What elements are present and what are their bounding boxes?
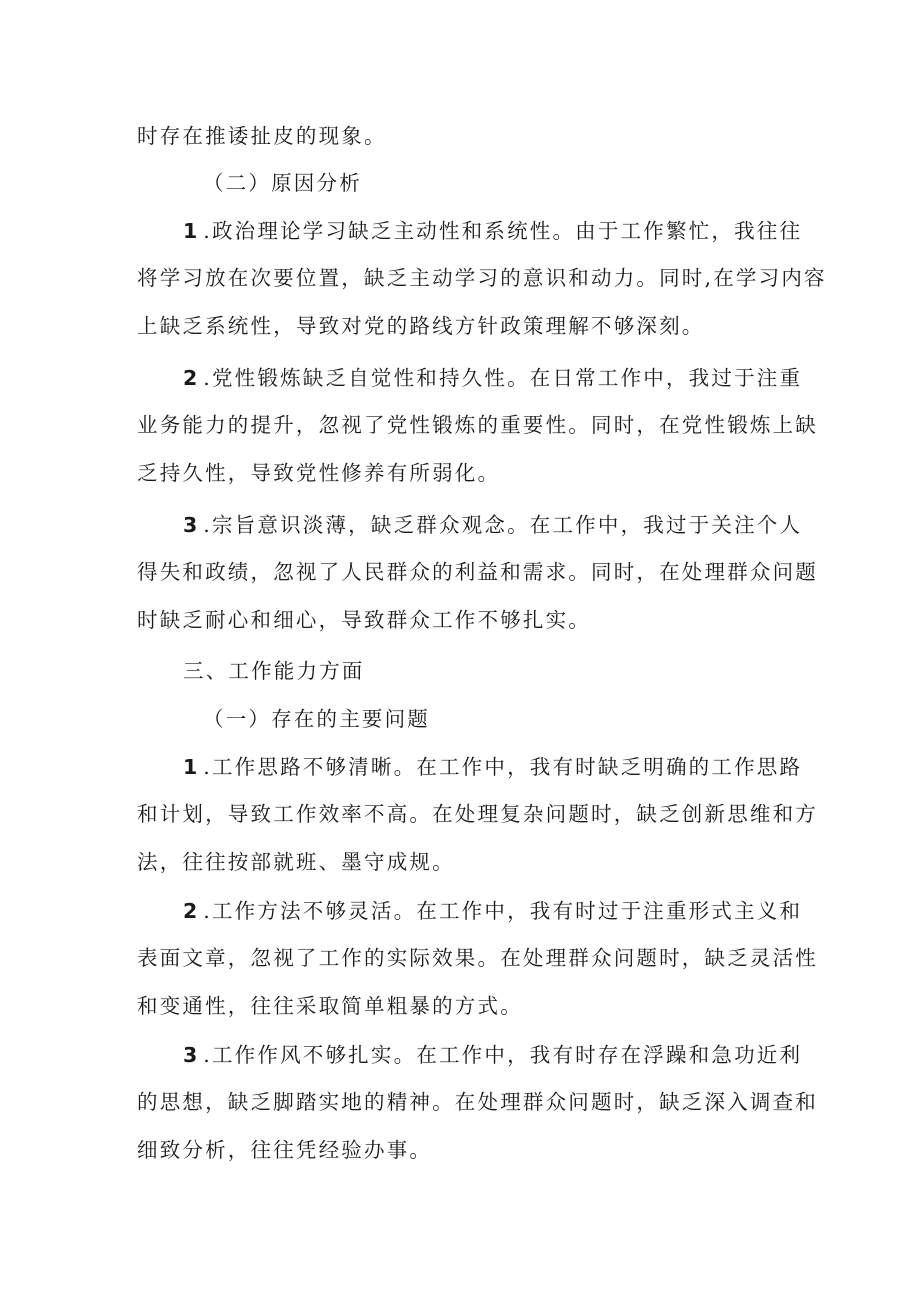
- item-number: 2: [183, 366, 198, 390]
- paragraph-line: 时存在推诿扯皮的现象。: [137, 124, 387, 148]
- cause-item-1-line-2: 将学习放在次要位置，缺乏主动学习的意识和动力。同时,在学习内容: [137, 266, 827, 290]
- item-number: 1: [183, 755, 198, 779]
- item-text: .宗旨意识淡薄，缺乏群众观念。在工作中，我过于关注个人: [203, 513, 803, 537]
- problem-item-2-line-1: [183, 899, 843, 923]
- subheading-cause-analysis: （二）原因分析: [203, 171, 362, 195]
- cause-item-3-line-3: 时缺乏耐心和细心，导致群众工作不够扎实。: [137, 608, 591, 632]
- problem-item-2-line-2: 表面文章，忽视了工作的实际效果。在处理群众问题时，缺乏灵活性: [137, 946, 818, 970]
- problem-item-1-line-1: [183, 755, 843, 779]
- item-number: 2: [183, 899, 198, 923]
- cause-item-2-line-1: [183, 366, 843, 390]
- cause-item-3-line-1: [183, 513, 843, 537]
- problem-item-3-line-3: 细致分析，往往凭经验办事。: [137, 1138, 433, 1162]
- problem-item-3-line-1: [183, 1043, 843, 1067]
- problem-item-3-line-2: 的思想，缺乏脚踏实地的精神。在处理群众问题时，缺乏深入调查和: [137, 1090, 818, 1114]
- cause-item-1-line-3: 上缺乏系统性，导致对党的路线方针政策理解不够深刻。: [137, 314, 705, 338]
- subheading-main-problems: （一）存在的主要问题: [203, 707, 430, 731]
- cause-item-2-line-3: 乏持久性，导致党性修养有所弱化。: [137, 461, 501, 485]
- item-text: .工作方法不够灵活。在工作中，我有时过于注重形式主义和: [203, 899, 803, 923]
- item-text: .工作作风不够扎实。在工作中，我有时存在浮躁和急功近利: [203, 1043, 803, 1067]
- item-text: .政治理论学习缺乏主动性和系统性。由于工作繁忙，我往往: [203, 219, 803, 243]
- cause-item-2-line-2: 业务能力的提升，忽视了党性锻炼的重要性。同时，在党性锻炼上缺: [137, 413, 818, 437]
- item-number: 1: [183, 219, 198, 243]
- problem-item-1-line-2: 和计划，导致工作效率不高。在处理复杂问题时，缺乏创新思维和方: [137, 802, 818, 826]
- item-number: 3: [183, 1043, 198, 1067]
- problem-item-1-line-3: 法，往往按部就班、墨守成规。: [137, 850, 455, 874]
- cause-item-3-line-2: 得失和政绩，忽视了人民群众的利益和需求。同时，在处理群众问题: [137, 560, 818, 584]
- problem-item-2-line-3: 和变通性，往往采取简单粗暴的方式。: [137, 994, 523, 1018]
- item-number: 3: [183, 513, 198, 537]
- cause-item-1-line-1: [183, 219, 843, 243]
- section-heading-work-ability: 三、工作能力方面: [183, 659, 365, 683]
- item-text: .工作思路不够清晰。在工作中，我有时缺乏明确的工作思路: [203, 755, 803, 779]
- item-text: .党性锻炼缺乏自觉性和持久性。在日常工作中，我过于注重: [203, 366, 803, 390]
